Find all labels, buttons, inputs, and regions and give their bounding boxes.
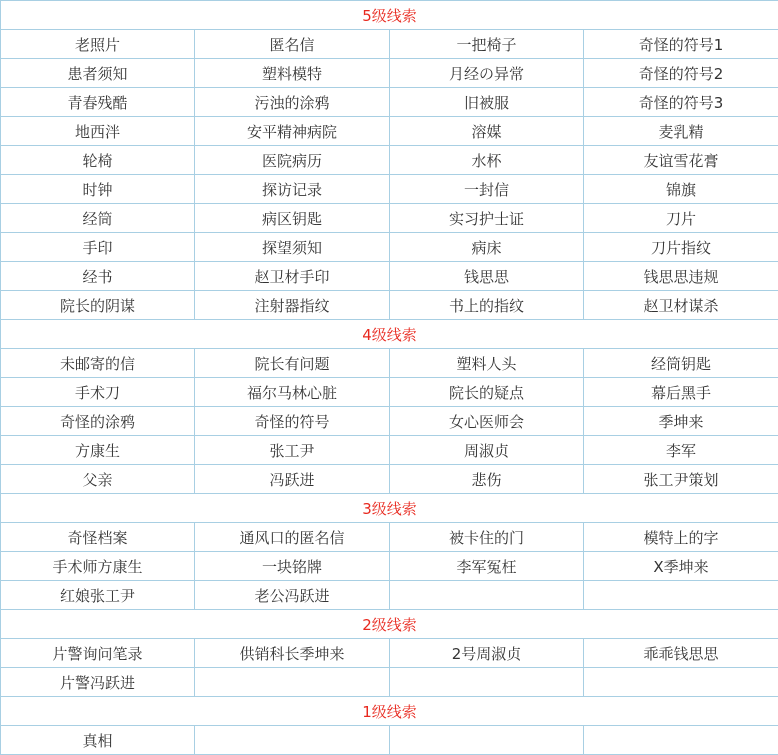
clue-cell: 月经の异常 [390, 59, 584, 88]
clue-cell: 友谊雪花膏 [584, 146, 778, 175]
clue-cell: 轮椅 [1, 146, 195, 175]
clue-cell: 片警询问笔录 [1, 639, 195, 668]
clue-cell: 探望须知 [195, 233, 390, 262]
clue-cell: 书上的指纹 [390, 291, 584, 320]
table-row [1, 88, 778, 117]
clue-cell: 老公冯跃进 [195, 581, 390, 610]
clue-cell: 患者须知 [1, 59, 195, 88]
clue-cell: 周淑贞 [390, 436, 584, 465]
clue-cell: 探访记录 [195, 175, 390, 204]
clue-cell: 注射器指纹 [195, 291, 390, 320]
clue-cell: 院长的疑点 [390, 378, 584, 407]
clue-cell: 地西泮 [1, 117, 195, 146]
clue-cell: 病床 [390, 233, 584, 262]
clue-cell: 幕后黑手 [584, 378, 778, 407]
table-row [1, 59, 778, 88]
table-row [1, 175, 778, 204]
clue-cell: 经筒 [1, 204, 195, 233]
section-title: 3级线索 [1, 494, 778, 523]
table-row [1, 117, 778, 146]
clue-cell: 张工尹策划 [584, 465, 778, 494]
clue-cell: 塑料人头 [390, 349, 584, 378]
clue-cell: 2号周淑贞 [390, 639, 584, 668]
clue-cell: 一封信 [390, 175, 584, 204]
clue-cell [195, 726, 390, 755]
clue-cell: 钱思思 [390, 262, 584, 291]
section-title: 4级线索 [1, 320, 778, 349]
table-row [1, 581, 778, 610]
table-row [1, 726, 778, 755]
clue-cell [584, 668, 778, 697]
clue-cell: 手术师方康生 [1, 552, 195, 581]
clue-cell: 奇怪的涂鸦 [1, 407, 195, 436]
section-header-row [1, 494, 778, 523]
table-row [1, 349, 778, 378]
section-header-row [1, 1, 778, 30]
section-header-row [1, 610, 778, 639]
clue-cell: 塑料模特 [195, 59, 390, 88]
clue-cell: 女心医师会 [390, 407, 584, 436]
clue-cell: 旧被服 [390, 88, 584, 117]
clue-cell: X季坤来 [584, 552, 778, 581]
clue-cell: 一把椅子 [390, 30, 584, 59]
clue-cell [390, 581, 584, 610]
table-row [1, 291, 778, 320]
table-row [1, 204, 778, 233]
clue-cell: 医院病历 [195, 146, 390, 175]
table-row [1, 407, 778, 436]
table-row [1, 262, 778, 291]
table-row [1, 465, 778, 494]
clue-cell: 供销科长季坤来 [195, 639, 390, 668]
clue-cell: 病区钥匙 [195, 204, 390, 233]
clue-cell: 未邮寄的信 [1, 349, 195, 378]
clue-cell: 父亲 [1, 465, 195, 494]
clue-cell: 经筒钥匙 [584, 349, 778, 378]
clue-cell: 实习护士证 [390, 204, 584, 233]
clue-cell: 真相 [1, 726, 195, 755]
clue-cell: 奇怪的符号3 [584, 88, 778, 117]
table-row [1, 30, 778, 59]
clue-cell: 奇怪的符号1 [584, 30, 778, 59]
clue-cell: 模特上的字 [584, 523, 778, 552]
section-title: 5级线索 [1, 1, 778, 30]
clue-cell: 老照片 [1, 30, 195, 59]
clue-cell: 悲伤 [390, 465, 584, 494]
table-row [1, 668, 778, 697]
clue-cell: 经书 [1, 262, 195, 291]
section-title: 1级线索 [1, 697, 778, 726]
clue-cell: 匿名信 [195, 30, 390, 59]
clue-cell: 奇怪的符号 [195, 407, 390, 436]
clue-cell: 污浊的涂鸦 [195, 88, 390, 117]
clue-cell: 手印 [1, 233, 195, 262]
clue-cell [390, 668, 584, 697]
clue-cell: 麦乳精 [584, 117, 778, 146]
clue-cell: 李军冤枉 [390, 552, 584, 581]
clue-cell: 李军 [584, 436, 778, 465]
clue-cell: 一块铭牌 [195, 552, 390, 581]
clue-cell: 张工尹 [195, 436, 390, 465]
clue-cell: 时钟 [1, 175, 195, 204]
clue-cell: 手术刀 [1, 378, 195, 407]
clue-cell [195, 668, 390, 697]
section-title: 2级线索 [1, 610, 778, 639]
table-row [1, 436, 778, 465]
clue-cell: 方康生 [1, 436, 195, 465]
section-header-row [1, 697, 778, 726]
clue-cell: 赵卫材谋杀 [584, 291, 778, 320]
table-row [1, 639, 778, 668]
clue-cell: 钱思思违规 [584, 262, 778, 291]
table-row [1, 523, 778, 552]
clue-cell: 刀片 [584, 204, 778, 233]
clue-cell: 乖乖钱思思 [584, 639, 778, 668]
clue-cell [584, 581, 778, 610]
clue-cell: 奇怪的符号2 [584, 59, 778, 88]
clue-cell: 院长有问题 [195, 349, 390, 378]
clue-cell [390, 726, 584, 755]
clue-cell: 福尔马林心脏 [195, 378, 390, 407]
clue-cell: 刀片指纹 [584, 233, 778, 262]
clue-cell: 被卡住的门 [390, 523, 584, 552]
clue-cell: 安平精神病院 [195, 117, 390, 146]
table-row [1, 378, 778, 407]
clue-cell: 片警冯跃进 [1, 668, 195, 697]
clue-cell: 通风口的匿名信 [195, 523, 390, 552]
clue-cell: 红娘张工尹 [1, 581, 195, 610]
clue-cell: 院长的阴谋 [1, 291, 195, 320]
table-row [1, 146, 778, 175]
clue-cell: 水杯 [390, 146, 584, 175]
clue-cell: 季坤来 [584, 407, 778, 436]
clue-cell [584, 726, 778, 755]
clue-cell: 青春残酷 [1, 88, 195, 117]
table-row [1, 233, 778, 262]
clue-cell: 溶媒 [390, 117, 584, 146]
clue-cell: 奇怪档案 [1, 523, 195, 552]
clue-cell: 赵卫材手印 [195, 262, 390, 291]
clue-cell: 冯跃进 [195, 465, 390, 494]
clue-cell: 锦旗 [584, 175, 778, 204]
section-header-row [1, 320, 778, 349]
table-row [1, 552, 778, 581]
